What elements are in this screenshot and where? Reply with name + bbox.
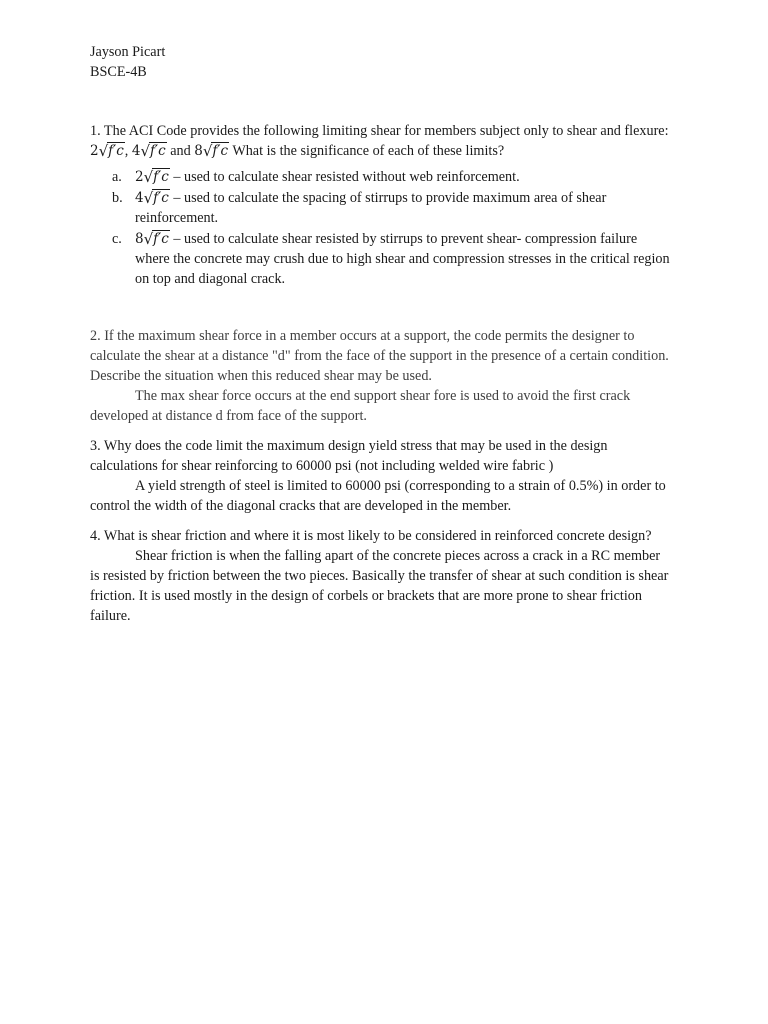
answer-item-radicand: f′c <box>153 231 169 247</box>
answer-item-radicand: f′c <box>153 169 169 185</box>
author-name: Jayson Picart <box>90 44 166 60</box>
question-4 <box>90 526 672 626</box>
answer-item-formula <box>135 190 170 206</box>
question-4-answer: Shear friction is when the falling apart of the concrete pieces across a crack in a RC member is resisted by friction between the two pieces. Basically the transfer of shear at such condition is shear friction. It is used mostly in the design of corbels or brackets that are more prone to shear friction failure. <box>90 548 669 624</box>
question-1 <box>90 121 672 289</box>
answer-item-formula <box>135 169 170 185</box>
limit-formula-2 <box>90 143 125 159</box>
question-1-text-after: What is the significance of each of these limits? <box>229 143 505 159</box>
answer-item-coef: 8 <box>135 231 144 247</box>
limit-formula-4 <box>132 143 167 159</box>
answer-item-c <box>90 229 672 289</box>
answer-item-text: – used to calculate shear resisted without web reinforcement. <box>169 169 520 185</box>
sqrt-symbol: √ <box>140 142 151 160</box>
limit-formula-8-coef: 8 <box>194 143 203 159</box>
limit-formula-8 <box>194 143 229 159</box>
answer-item-a <box>90 167 672 187</box>
limit-formula-8-radicand: f′c <box>212 143 229 159</box>
answer-item-coef: 4 <box>135 190 144 206</box>
sqrt-symbol: √ <box>202 142 213 160</box>
document-header <box>90 42 672 82</box>
answer-item-letter: c. <box>112 231 122 247</box>
answer-item-letter: a. <box>112 169 122 185</box>
sqrt-symbol: √ <box>143 189 154 207</box>
author-section: BSCE-4B <box>90 64 147 80</box>
question-4-text: 4. What is shear friction and where it is most likely to be considered in reinforced concrete design? <box>90 528 652 544</box>
answer-item-text: – used to calculate shear resisted by stirrups to prevent shear- compression failure where the concrete may crush due to high shear and compression stresses in the critical region on top and diagonal crack. <box>135 231 670 287</box>
question-1-text-before: 1. The ACI Code provides the following limiting shear for members subject only to shear and flexure: <box>90 123 669 139</box>
question-3 <box>90 436 672 516</box>
question-3-text: 3. Why does the code limit the maximum design yield stress that may be used in the design calculations for shear reinforcing to 60000 psi (not including welded wire fabric ) <box>90 438 608 474</box>
answer-item-letter: b. <box>112 190 123 206</box>
answer-item-formula <box>135 231 170 247</box>
answer-item-b <box>90 188 672 228</box>
question-2-text: 2. If the maximum shear force in a member occurs at a support, the code permits the designer to calculate the shear at a distance "d" from the face of the support in the presence of a certain condition. Describe the situation when this reduced shear may be used. <box>90 328 669 384</box>
answer-item-radicand: f′c <box>153 190 169 206</box>
question-2-answer: The max shear force occurs at the end support shear fore is used to avoid the first crack developed at distance d from face of the support. <box>90 388 631 424</box>
question-1-separator-2: and <box>166 143 195 159</box>
sqrt-symbol: √ <box>143 230 154 248</box>
question-1-answers <box>90 167 672 289</box>
question-1-text <box>90 121 672 161</box>
question-1-separator-1: , <box>124 143 132 159</box>
limit-formula-4-radicand: f′c <box>150 143 166 159</box>
answer-item-coef: 2 <box>135 169 144 185</box>
limit-formula-4-coef: 4 <box>131 143 141 159</box>
limit-formula-2-radicand: f′c <box>108 143 124 159</box>
question-2 <box>90 326 672 426</box>
question-3-answer: A yield strength of steel is limited to 60000 psi (corresponding to a strain of 0.5%) in order to control the width of the diagonal cracks that are developed in the member. <box>90 478 666 514</box>
limit-formula-2-coef: 2 <box>90 143 99 159</box>
answer-item-text: – used to calculate the spacing of stirrups to provide maximum area of shear reinforcement. <box>135 190 607 226</box>
sqrt-symbol: √ <box>98 142 109 160</box>
sqrt-symbol: √ <box>143 168 154 186</box>
